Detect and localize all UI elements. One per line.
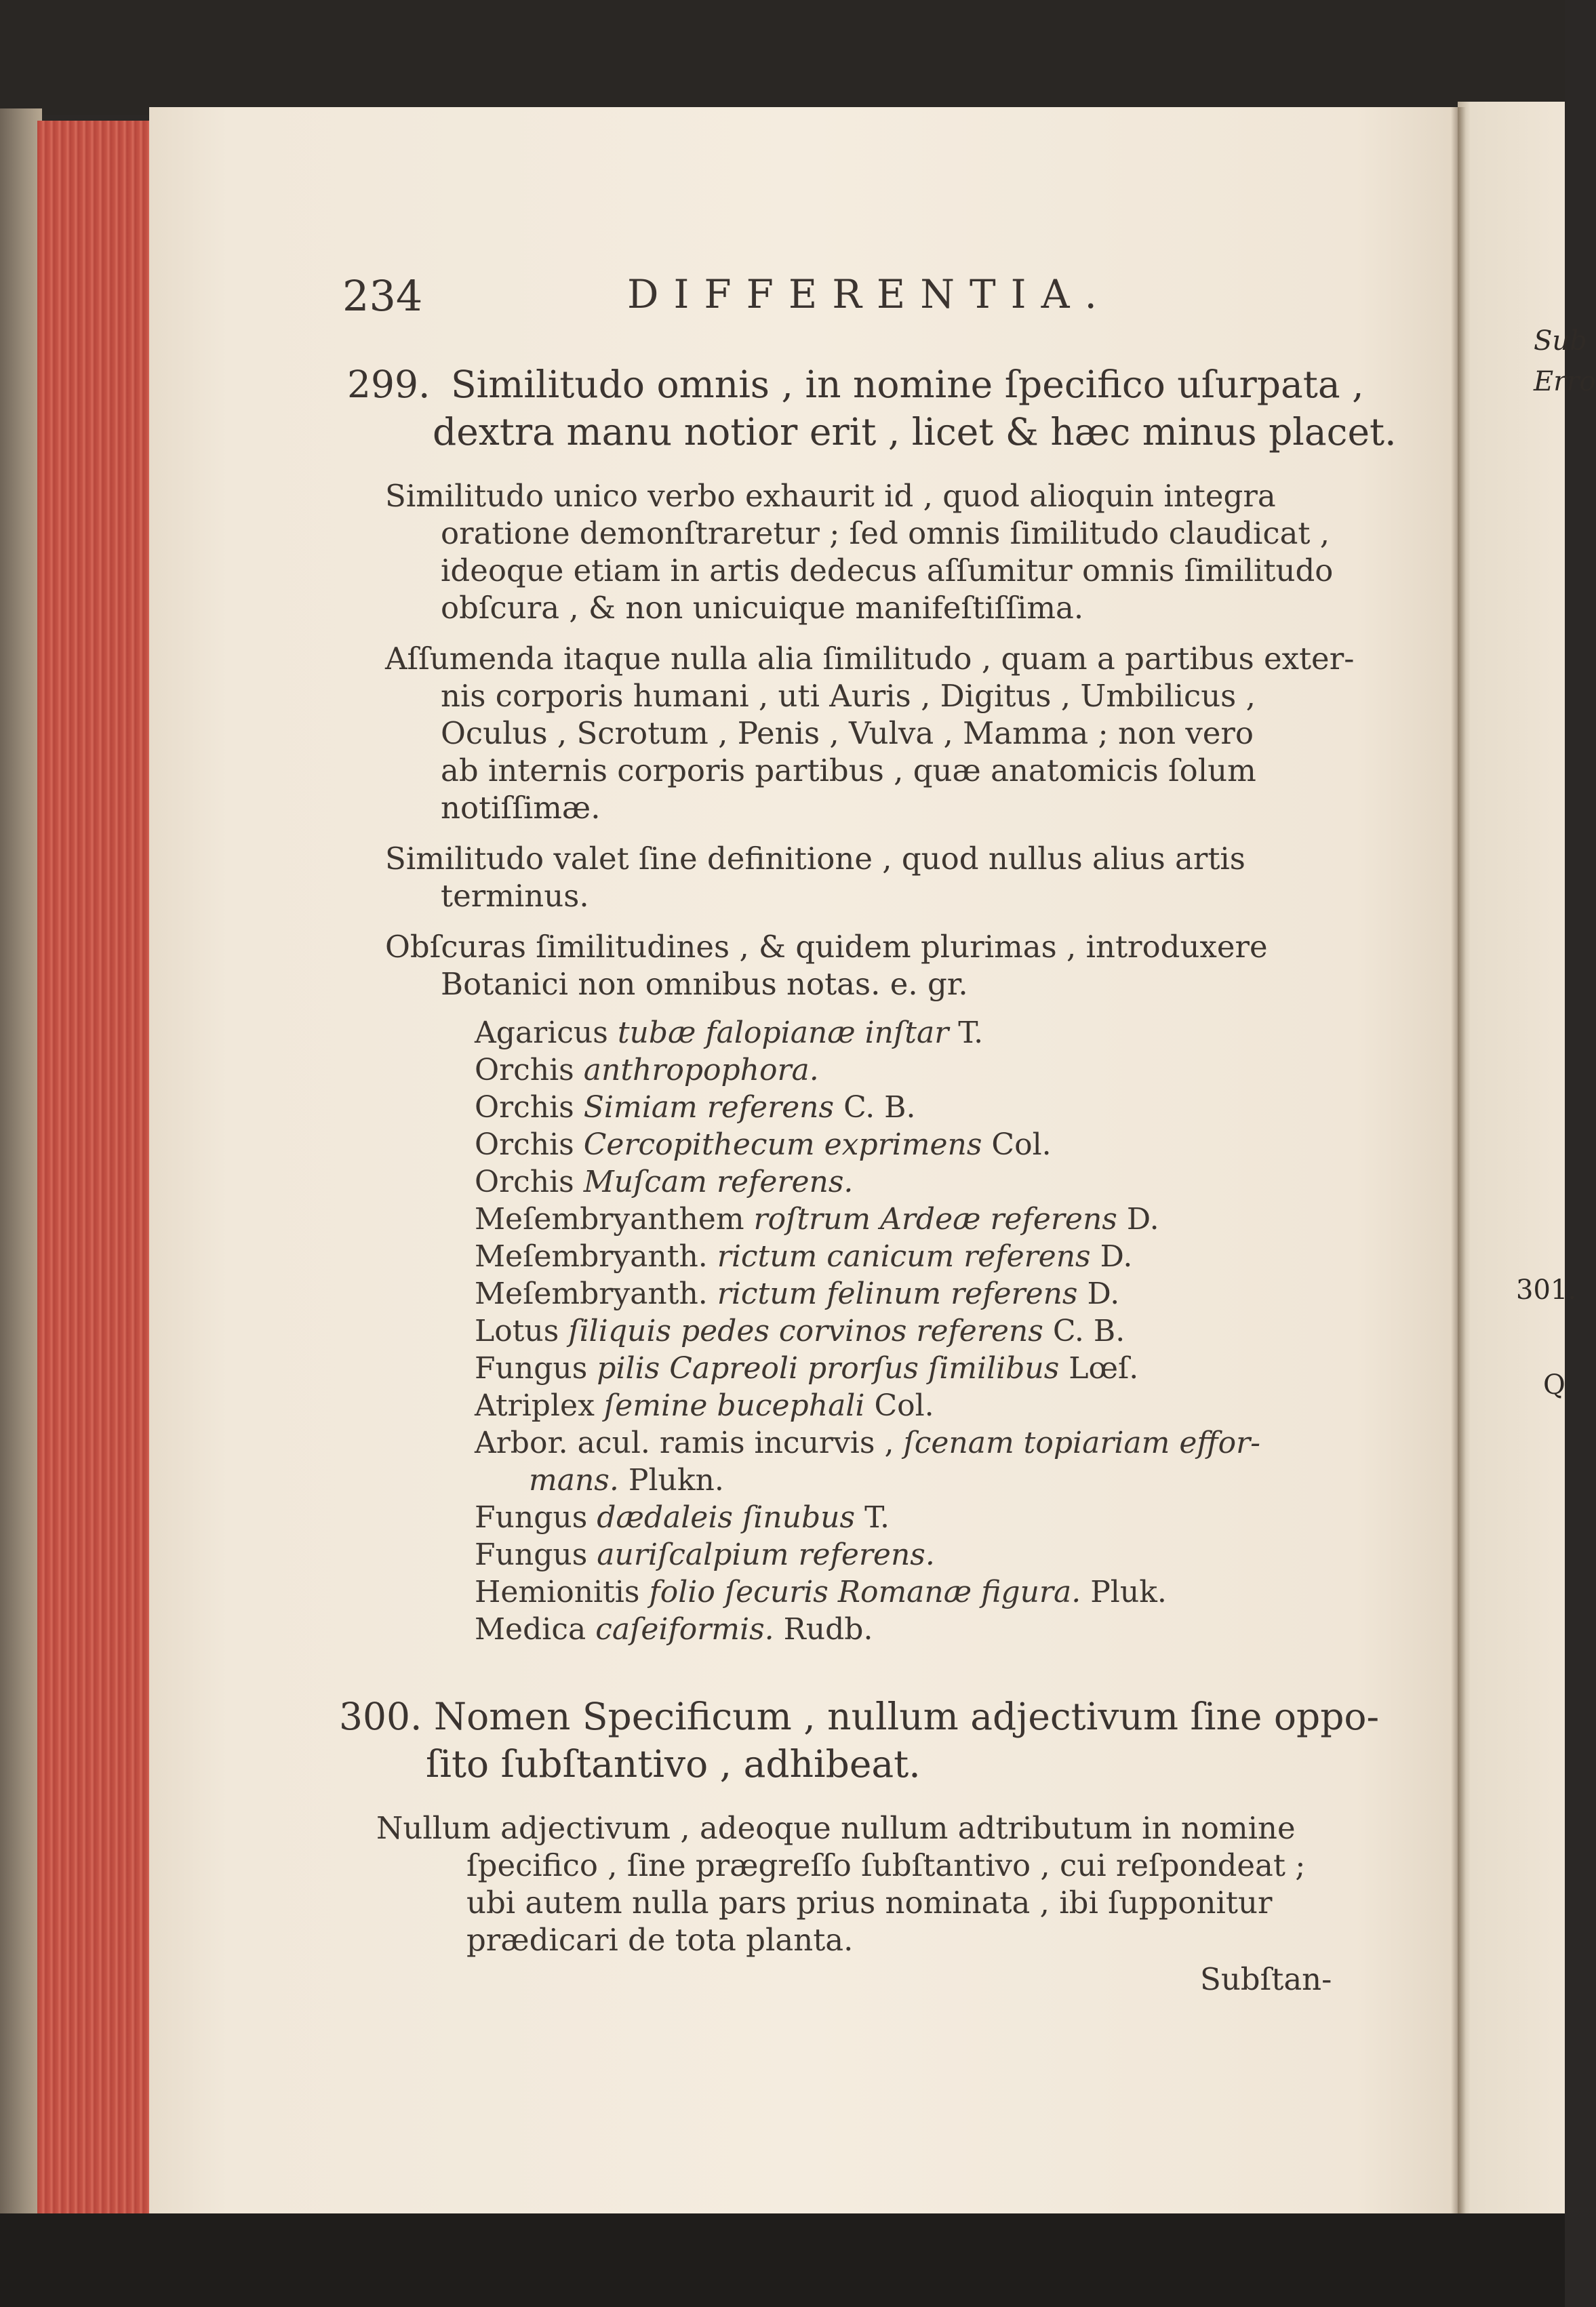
example-entry: [475, 1090, 915, 1125]
example-phrase: roſtrum Ardeæ referens: [753, 1202, 1117, 1237]
paragraph-line: Botanici non omnibus notas. e. gr.: [441, 966, 968, 1002]
example-phrase: ſemine bucephali: [603, 1388, 865, 1423]
example-entry: [475, 1351, 1138, 1386]
book-cover-edge: [0, 108, 42, 2217]
paragraph-line: oratione demonſtraretur ; ſed omnis ſimilitudo claudicat ,: [441, 515, 1330, 551]
paragraph-line: Aſſumenda itaque nulla alia ſimilitudo , quam a partibus exter-: [385, 641, 1355, 677]
example-phrase: rictum felinum referens: [717, 1277, 1078, 1311]
example-author: D.: [1126, 1202, 1159, 1237]
example-genus: Medica: [475, 1612, 586, 1647]
example-entry: [475, 1500, 890, 1535]
running-title: DIFFERENTIA.: [627, 271, 1112, 317]
example-genus: Orchis: [475, 1053, 574, 1087]
paragraph-line: ubi autem nulla pars prius nominata , ibi ſupponitur: [466, 1885, 1273, 1921]
example-entry: [475, 1612, 873, 1647]
example-genus: Fungus: [475, 1351, 588, 1386]
paragraph-line: Obſcuras ſimilitudines , & quidem plurimas , introduxere: [385, 929, 1268, 965]
paragraph-line: ab internis corporis partibus , quæ anatomicis ſolum: [441, 753, 1256, 788]
catchword: Subſtan-: [1200, 1961, 1332, 1997]
example-author: D.: [1087, 1277, 1120, 1311]
example-entry: [475, 1388, 934, 1423]
example-entry: [475, 1426, 1260, 1460]
example-genus: Orchis: [475, 1127, 574, 1162]
example-genus: Fungus: [475, 1500, 588, 1535]
book-gutter: [1451, 107, 1466, 2215]
example-entry: [475, 1127, 1052, 1162]
facing-page: [1458, 102, 1565, 2224]
example-genus: Orchis: [475, 1090, 574, 1125]
example-entry: [475, 1202, 1159, 1237]
example-phrase: folio ſecuris Romanæ figura.: [649, 1575, 1081, 1609]
paragraph-line: Oculus , Scrotum , Penis , Vulva , Mamma ; non vero: [441, 715, 1254, 751]
example-phrase: mans.: [529, 1463, 619, 1498]
paragraph-line: Nullum adjectivum , adeoque nullum adtributum in nomine: [376, 1810, 1296, 1846]
paragraph-line: Similitudo unico verbo exhaurit id , quod alioquin integra: [385, 478, 1276, 514]
paragraph-line: terminus.: [441, 878, 589, 914]
example-author: Pluk.: [1090, 1575, 1167, 1609]
example-genus: Meſembryanth.: [475, 1239, 708, 1274]
example-entry: [475, 1165, 853, 1199]
facing-page-fragment: Erro: [1534, 366, 1596, 397]
example-author: Rudb.: [783, 1612, 873, 1647]
example-genus: Lotus: [475, 1314, 559, 1348]
facing-page-fragment: 301.: [1516, 1275, 1577, 1306]
red-page-edges: [37, 121, 153, 2215]
example-entry: [529, 1463, 724, 1498]
example-entry: [475, 1016, 983, 1050]
example-entry: [475, 1053, 819, 1087]
example-phrase: Cercopithecum exprimens: [583, 1127, 982, 1162]
background-bottom: [0, 2213, 1565, 2307]
example-phrase: rictum canicum referens: [717, 1239, 1091, 1274]
example-phrase: tubæ falopianæ inſtar: [617, 1016, 949, 1050]
paragraph-line: ideoque etiam in artis dedecus aſſumitur omnis ſimilitudo: [441, 553, 1334, 588]
example-entry: [475, 1538, 935, 1572]
example-author: Col.: [874, 1388, 934, 1423]
example-author: T.: [864, 1500, 890, 1535]
example-phrase: pilis Capreoli prorſus ſimilibus: [597, 1351, 1060, 1386]
example-phrase: ſiliquis pedes corvinos referens: [568, 1314, 1043, 1348]
example-entry: [475, 1314, 1125, 1348]
facing-page-fragment: Q: [1543, 1369, 1565, 1401]
example-entry: [475, 1277, 1119, 1311]
example-phrase: Muſcam referens.: [583, 1165, 854, 1199]
background-top: [0, 0, 1565, 115]
example-genus: Arbor. acul. ramis incurvis ,: [475, 1426, 894, 1460]
facing-page-fragment: Sub: [1534, 325, 1587, 357]
paragraph-line: obſcura , & non unicuique manifeſtiſſima.: [441, 590, 1084, 626]
example-author: C. B.: [1052, 1314, 1125, 1348]
section-number: 299.: [347, 363, 431, 406]
example-phrase: caſeiformis.: [595, 1612, 774, 1647]
paragraph-line: ſpecifico , ſine prægreſſo ſubſtantivo , cui reſpondeat ;: [466, 1847, 1306, 1883]
example-genus: Meſembryanth.: [475, 1277, 708, 1311]
example-phrase: Simiam referens: [583, 1090, 835, 1125]
example-genus: Fungus: [475, 1538, 588, 1572]
example-author: C. B.: [843, 1090, 916, 1125]
example-genus: Agaricus: [475, 1016, 608, 1050]
example-entry: [475, 1239, 1132, 1274]
example-phrase: ſcenam topiariam effor-: [903, 1426, 1260, 1460]
example-author: Lœſ.: [1069, 1351, 1139, 1386]
section-number: 300.: [339, 1695, 422, 1738]
section-heading-line: Nomen Specificum , nullum adjectivum ſine oppo-: [434, 1695, 1380, 1738]
example-phrase: anthropophora.: [583, 1053, 819, 1087]
paragraph-line: nis corporis humani , uti Auris , Digitus , Umbilicus ,: [441, 678, 1256, 714]
example-genus: Orchis: [475, 1165, 574, 1199]
paragraph-line: notiſſimæ.: [441, 790, 601, 826]
example-author: Col.: [991, 1127, 1052, 1162]
example-entry: [475, 1575, 1167, 1609]
example-phrase: dædaleis ſinubus: [597, 1500, 856, 1535]
example-phrase: auriſcalpium referens.: [597, 1538, 935, 1572]
example-author: D.: [1100, 1239, 1133, 1274]
page-number: 234: [342, 271, 423, 321]
example-genus: Hemionitis: [475, 1575, 640, 1609]
paragraph-line: Similitudo valet ſine definitione , quod nullus alius artis: [385, 841, 1245, 877]
section-heading-line: ſito ſubſtantivo , adhibeat.: [426, 1742, 921, 1786]
example-genus: Meſembryanthem: [475, 1202, 744, 1237]
section-heading-line: dextra manu notior erit , licet & hæc minus placet.: [433, 410, 1397, 454]
example-genus: Atriplex: [475, 1388, 595, 1423]
paragraph-line: prædicari de tota planta.: [466, 1922, 854, 1958]
section-heading-line: Similitudo omnis , in nomine ſpecifico uſurpata ,: [451, 363, 1364, 406]
example-author: T.: [958, 1016, 984, 1050]
example-author: Plukn.: [628, 1463, 724, 1498]
